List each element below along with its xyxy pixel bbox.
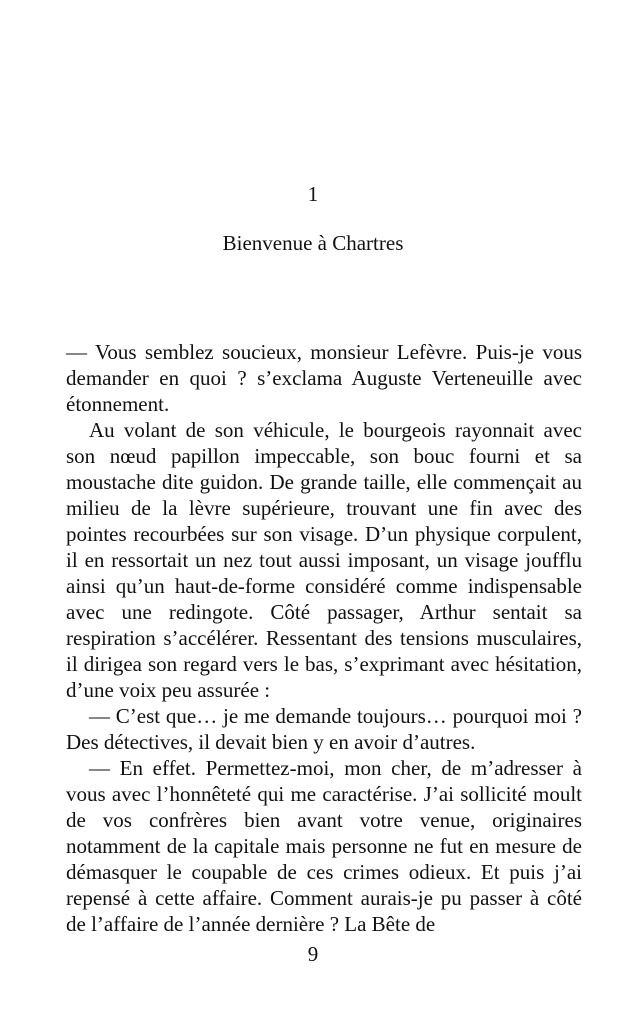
paragraph-3: — C’est que… je me demande toujours… pourquoi moi ? Des détectives, il devait bien y en avoir d’autres. — [66, 704, 582, 754]
page-number: 9 — [307, 942, 319, 966]
paragraph-1: — Vous semblez soucieux, monsieur Lefèvre. Puis-je vous demander en quoi ? s’exclama Auguste Verteneuille avec étonnement. — [66, 340, 582, 416]
chapter-number: 1 — [307, 182, 319, 206]
paragraph-2: Au volant de son véhicule, le bourgeois rayonnait avec son nœud papillon impeccable, son bouc fourni et sa moustache dite guidon. De grande taille, elle commençait au milieu de la lèvre supérieure, trouvant une fin avec des pointes recourbées sur son visage. D’un physique corpulent, il en ressortait un nez tout aussi imposant, un visage joufflu ainsi qu’un haut-de-forme considéré comme indispensable avec une redingote. Côté passager, Arthur sentait sa respiration s’accélérer. Ressentant des tensions musculaires, il dirigea son regard vers le bas, s’exprimant avec hésitation, d’une voix peu assurée : — [66, 418, 582, 702]
chapter-title: Bienvenue à Chartres — [222, 231, 404, 255]
paragraph-4: — En effet. Permettez-moi, mon cher, de m’adresser à vous avec l’honnêteté qui me caractérise. J’ai sollicité moult de vos confrères bien avant votre venue, originaires notamment de la capitale mais personne ne fut en mesure de démasquer le coupable de ces crimes odieux. Et puis j’ai repensé à cette affaire. Comment aurais-je pu passer à côté de l’affaire de l’année dernière ? La Bête de — [66, 756, 582, 936]
body-text — [66, 339, 582, 937]
